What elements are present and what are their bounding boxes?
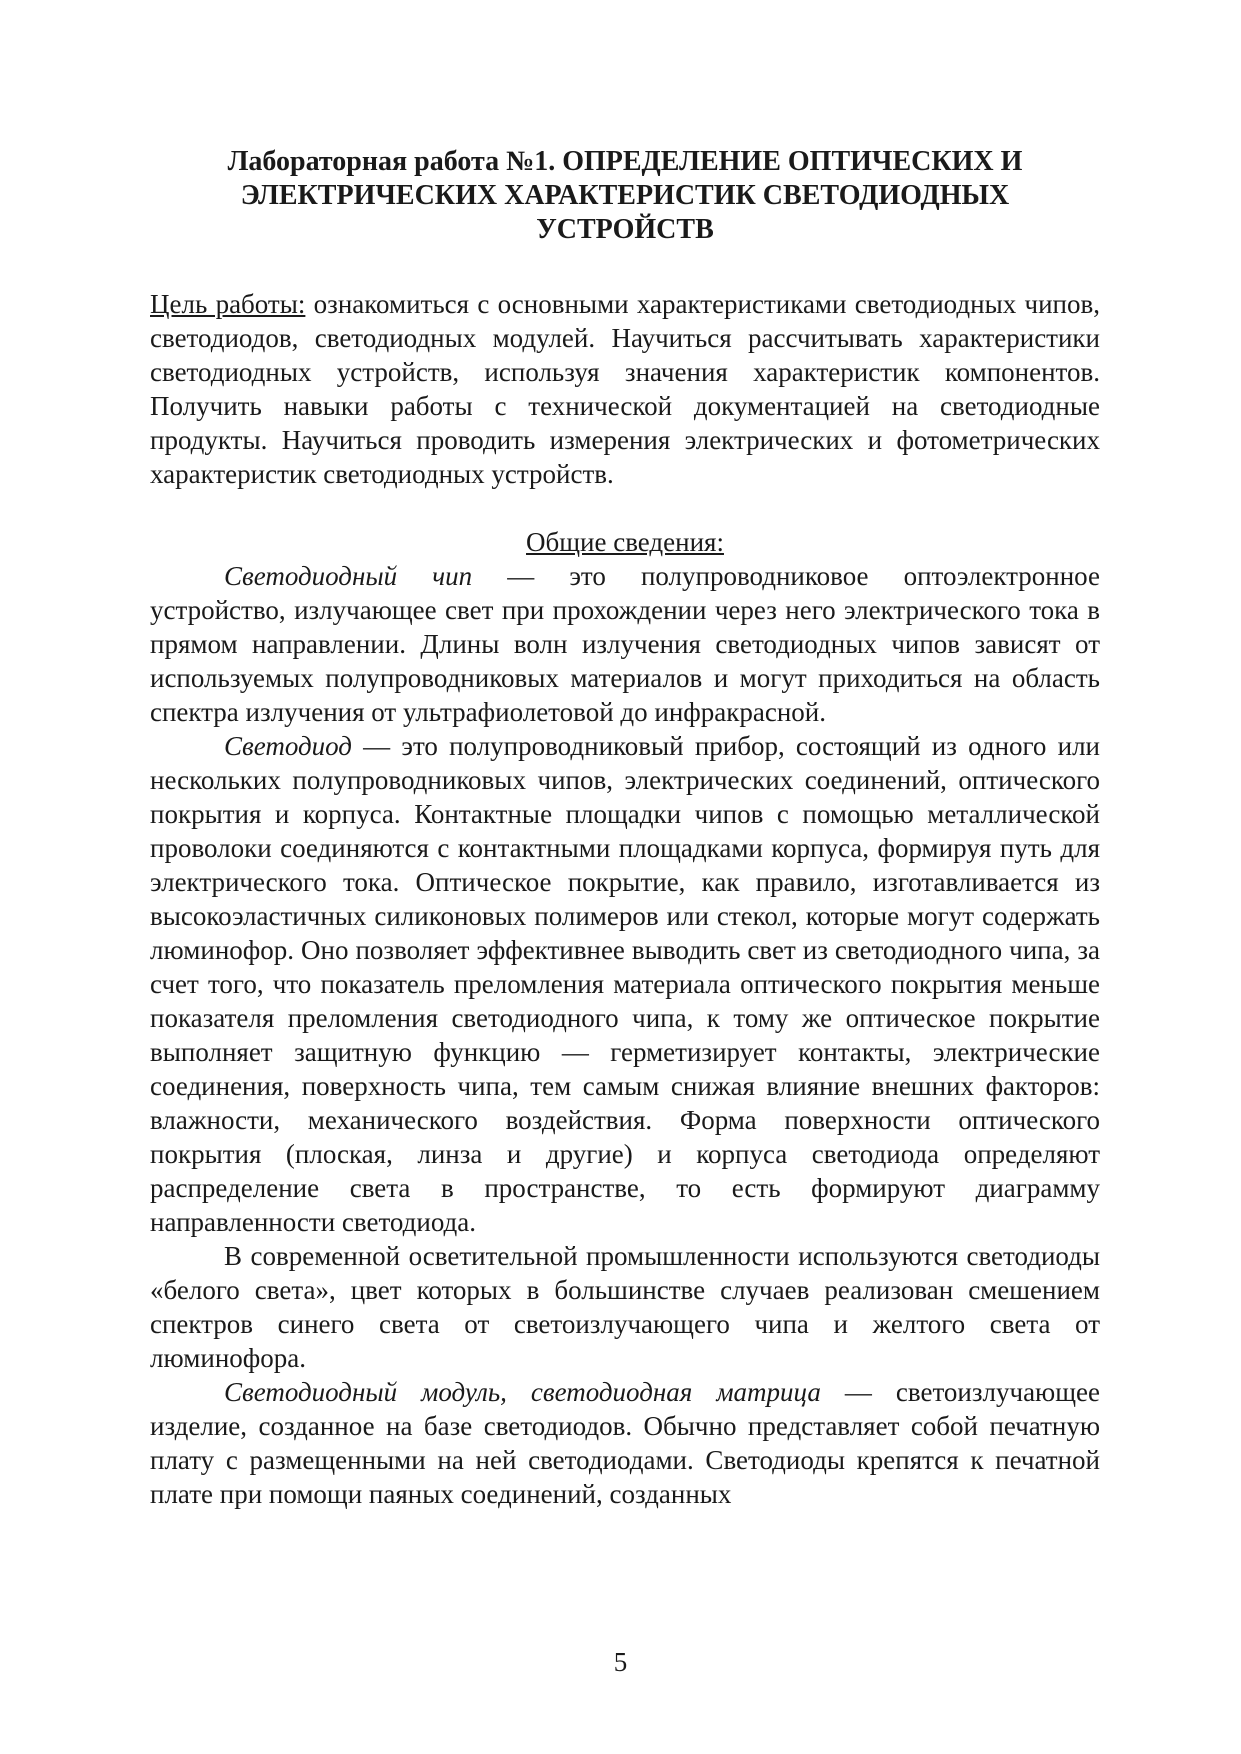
page-number: 5 <box>613 1647 628 1677</box>
paragraph-led-chip <box>150 559 1100 729</box>
goal-paragraph <box>150 287 1100 491</box>
term-led-module: Светодиодный модуль, светодиодная матрица <box>224 1377 821 1407</box>
paragraph-white-led <box>150 1239 1100 1375</box>
document-page <box>150 145 1100 1511</box>
document-title: Лабораторная работа №1. ОПРЕДЕЛЕНИЕ ОПТИЧЕСКИХ И ЭЛЕКТРИЧЕСКИХ ХАРАКТЕРИСТИК СВЕТОДИОДНЫХ УСТРОЙСТВ <box>227 146 1023 245</box>
goal-label: Цель работы: <box>150 289 306 319</box>
paragraph-led-module <box>150 1375 1100 1511</box>
section-heading-text: Общие сведения: <box>526 527 724 557</box>
goal-text: ознакомиться с основными характеристиками светодиодных чипов, светодиодов, светодиодных модулей. Научиться рассчитывать характеристики светодиодных устройств, используя значения характеристик компонентов. Получить навыки работы с технической документацией на светодиодные продукты. Научиться проводить измерения электрических и фотометрических характеристик светодиодных устройств. <box>150 289 1100 489</box>
section-heading <box>150 525 1100 559</box>
paragraph-text: В современной осветительной промышленности используются светодиоды «белого света», цвет которых в большинстве случаев реализован смешением спектров синего света от светоизлучающего чипа и желтого света от люминофора. <box>150 1241 1100 1373</box>
paragraph-text: — это полупроводниковый прибор, состоящий из одного или нескольких полупроводниковых чипов, электрических соединений, оптического покрытия и корпуса. Контактные площадки чипов с помощью металлической проволоки соединяются с контактными площадками корпуса, формируя путь для электрического тока. Оптическое покрытие, как правило, изготавливается из высокоэластичных силиконовых полимеров или стекол, которые могут содержать люминофор. Оно позволяет эффективнее выводить свет из светодиодного чипа, за счет того, что показатель преломления материала оптического покрытия меньше показателя преломления светодиодного чипа, к тому же оптическое покрытие выполняет защитную функцию — герметизирует контакты, электрические соединения, поверхность чипа, тем самым снижая влияние внешних факторов: влажности, механического воздействия. Форма поверхности оптического покрытия (плоская, линза и другие) и корпуса светодиода определяют распределение света в пространстве, то есть формируют диаграмму направленности светодиода. <box>150 731 1100 1237</box>
term-led: Светодиод <box>224 731 352 761</box>
paragraph-text: — это полупроводниковое оптоэлектронное устройство, излучающее свет при прохождении через него электрического тока в прямом направлении. Длины волн излучения светодиодных чипов зависят от используемых полупроводниковых материалов и могут приходиться на область спектра излучения от ультрафиолетовой до инфракрасной. <box>150 561 1100 727</box>
paragraph-led <box>150 729 1100 1239</box>
paragraph-text: — светоизлучающее изделие, созданное на базе светодиодов. Обычно представляет собой печатную плату с размещенными на ней светодиодами. Светодиоды крепятся к печатной плате при помощи паяных соединений, созданных <box>150 1377 1100 1509</box>
term-led-chip: Светодиодный чип <box>224 561 473 591</box>
